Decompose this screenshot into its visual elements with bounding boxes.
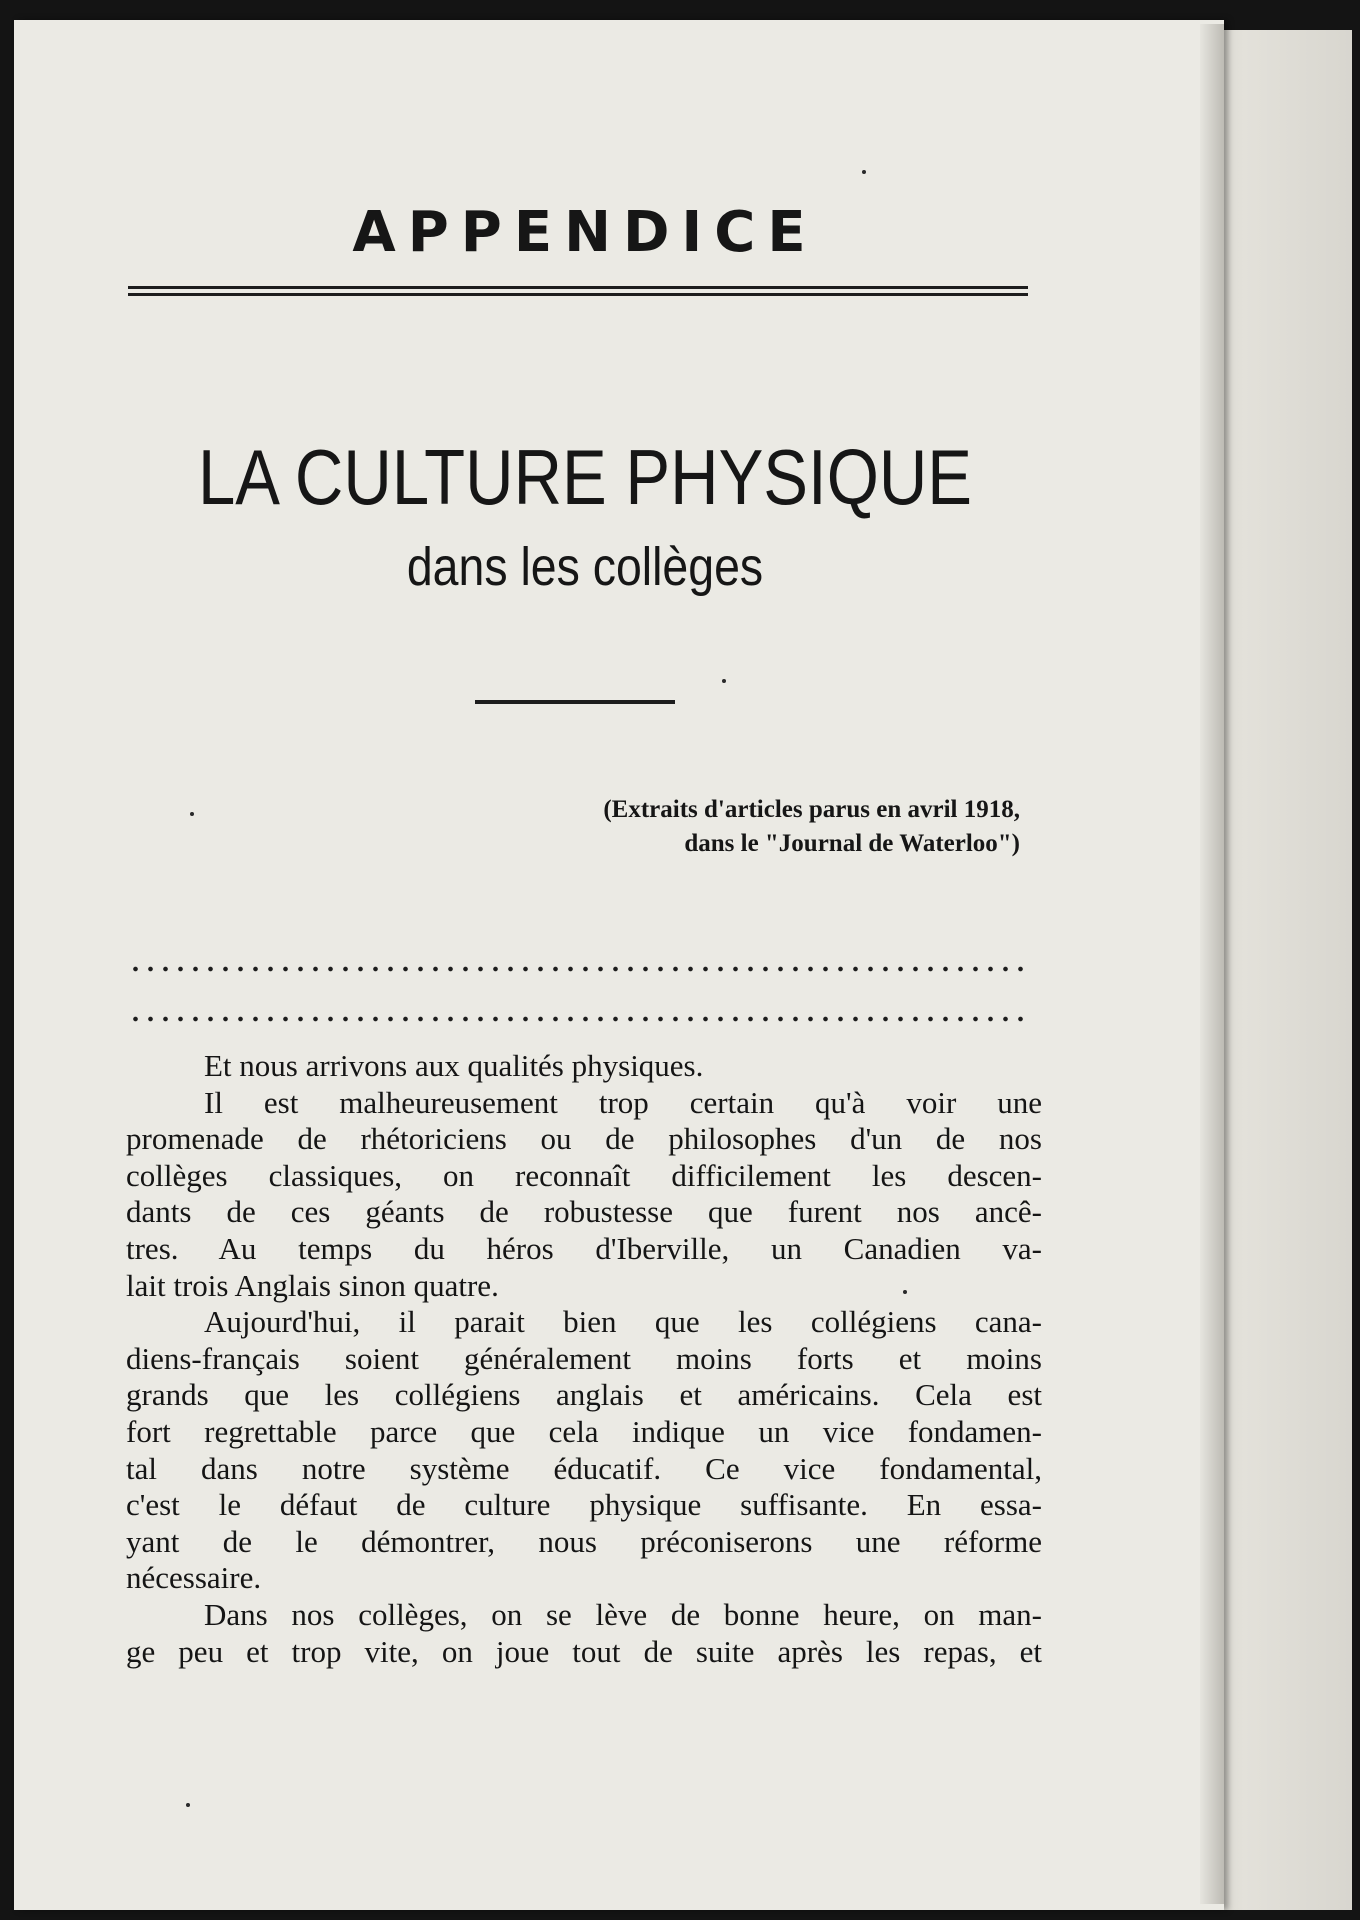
ink-speck: [903, 1290, 907, 1294]
ink-speck: [186, 1803, 190, 1807]
paragraph-2: [126, 1085, 1042, 1305]
text-line: tal dans notre système éducatif. Ce vice fondamental,: [126, 1450, 1042, 1486]
text-line: Dans nos collèges, on se lève de bonne heure, on man-: [204, 1596, 1042, 1632]
text-line: collèges classiques, on reconnaît difficilement les descen-: [126, 1157, 1042, 1193]
article-subtitle: dans les collèges: [406, 537, 764, 597]
text-line: c'est le défaut de culture physique suffisante. En essa-: [126, 1487, 1042, 1523]
text-line: diens-français soient généralement moins forts et moins: [126, 1340, 1042, 1376]
text-line: Et nous arrivons aux qualités physiques.: [204, 1048, 704, 1083]
text-line: fort regrettable parce que cela indique un vice fondamen-: [126, 1413, 1042, 1449]
text-line: yant de le démontrer, nous préconiserons une réforme: [126, 1523, 1042, 1559]
double-rule-top: [128, 286, 1028, 289]
paragraph-1: [126, 1048, 1042, 1085]
ink-speck: [862, 170, 866, 174]
text-line: Aujourd'hui, il parait bien que les collégiens cana-: [204, 1304, 1042, 1340]
title-underline: [475, 700, 675, 704]
appendix-heading: APPENDICE: [352, 200, 818, 265]
text-line: grands que les collégiens anglais et américains. Cela est: [126, 1377, 1042, 1413]
source-note-line-2: dans le "Journal de Waterloo"): [684, 830, 1020, 857]
text-line: Il est malheureusement trop certain qu'à voir une: [204, 1084, 1042, 1120]
ink-speck: [190, 812, 194, 816]
article-title: LA CULTURE PHYSIQUE: [197, 433, 973, 521]
page-edge-shadow: [1200, 24, 1224, 1904]
dotted-separator-1: [128, 966, 1028, 972]
paragraph-4: [126, 1597, 1042, 1670]
dotted-separator-2: [128, 1016, 1028, 1022]
text-line: promenade de rhétoriciens ou de philosophes d'un de nos: [126, 1121, 1042, 1157]
text-line: dants de ces géants de robustesse que furent nos ancê-: [126, 1194, 1042, 1230]
text-line: ge peu et trop vite, on joue tout de suite après les repas, et: [126, 1633, 1042, 1669]
paragraph-3: [126, 1304, 1042, 1597]
source-note-line-1: (Extraits d'articles parus en avril 1918,: [603, 796, 1020, 823]
double-rule-bottom: [128, 293, 1028, 296]
text-line: tres. Au temps du héros d'Iberville, un Canadien va-: [126, 1230, 1042, 1266]
text-line: lait trois Anglais sinon quatre.: [126, 1267, 499, 1303]
text-line: nécessaire.: [126, 1560, 262, 1596]
article-body: [126, 1048, 1042, 1670]
ink-speck: [722, 679, 726, 683]
